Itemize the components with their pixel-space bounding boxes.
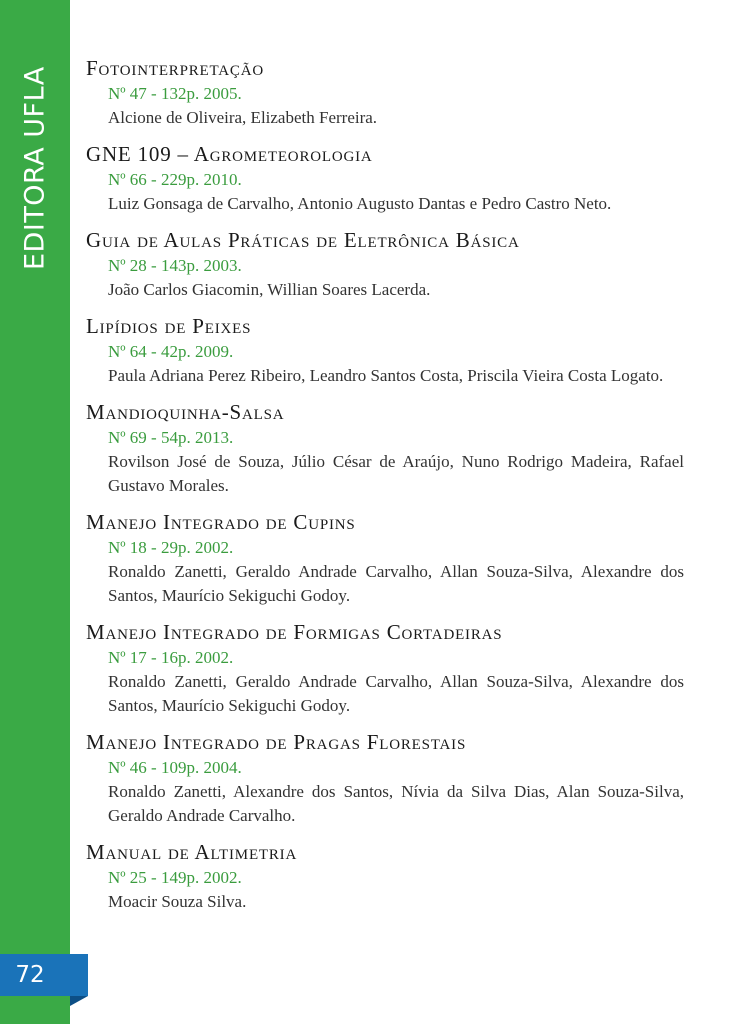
entry-authors: Moacir Souza Silva. [108, 892, 247, 911]
entry-authors: Ronaldo Zanetti, Alexandre dos Santos, Nívia da Silva Dias, Alan Souza-Silva, Geraldo Andrade Carvalho. [108, 782, 684, 825]
entry-title: Manejo Integrado de Pragas Florestais [86, 730, 467, 754]
catalog-list [86, 54, 684, 924]
entry-meta: Nº 28 - 143p. 2003. [108, 256, 242, 275]
entry-title: Mandioquinha-Salsa [86, 400, 285, 424]
page-number-badge [0, 954, 88, 996]
entry-authors: João Carlos Giacomin, Willian Soares Lacerda. [108, 280, 431, 299]
entry-meta: Nº 25 - 149p. 2002. [108, 868, 242, 887]
catalog-entry [86, 312, 684, 388]
entry-title: Manual de Altimetria [86, 840, 298, 864]
catalog-entry [86, 728, 684, 828]
catalog-entry [86, 508, 684, 608]
catalog-entry [86, 398, 684, 498]
entry-authors: Ronaldo Zanetti, Geraldo Andrade Carvalho, Allan Souza-Silva, Alexandre dos Santos, Maurício Sekiguchi Godoy. [108, 562, 684, 605]
entry-meta: Nº 46 - 109p. 2004. [108, 758, 242, 777]
entry-title: GNE 109 – Agrometeorologia [86, 142, 373, 166]
entry-title: Guia de Aulas Práticas de Eletrônica Básica [86, 228, 520, 252]
catalog-entry [86, 54, 684, 130]
entry-meta: Nº 17 - 16p. 2002. [108, 648, 234, 667]
entry-authors: Luiz Gonsaga de Carvalho, Antonio Augusto Dantas e Pedro Castro Neto. [108, 194, 612, 213]
catalog-entry [86, 838, 684, 914]
entry-authors: Paula Adriana Perez Ribeiro, Leandro Santos Costa, Priscila Vieira Costa Logato. [108, 366, 664, 385]
sidebar [0, 0, 70, 1024]
entry-title: Fotointerpretação [86, 56, 264, 80]
entry-authors: Rovilson José de Souza, Júlio César de Araújo, Nuno Rodrigo Madeira, Rafael Gustavo Morales. [108, 452, 684, 495]
entry-title: Lipídios de Peixes [86, 314, 252, 338]
page-number-fold [70, 996, 88, 1006]
entry-authors: Alcione de Oliveira, Elizabeth Ferreira. [108, 108, 378, 127]
publisher-label: EDITORA UFLA [19, 66, 51, 270]
entry-meta: Nº 18 - 29p. 2002. [108, 538, 234, 557]
catalog-entry [86, 140, 684, 216]
catalog-entry [86, 618, 684, 718]
entry-meta: Nº 66 - 229p. 2010. [108, 170, 242, 189]
entry-meta: Nº 64 - 42p. 2009. [108, 342, 234, 361]
page-number: 72 [15, 962, 45, 988]
catalog-entry [86, 226, 684, 302]
entry-meta: Nº 47 - 132p. 2005. [108, 84, 242, 103]
entry-meta: Nº 69 - 54p. 2013. [108, 428, 234, 447]
entry-title: Manejo Integrado de Formigas Cortadeiras [86, 620, 503, 644]
entry-title: Manejo Integrado de Cupins [86, 510, 356, 534]
entry-authors: Ronaldo Zanetti, Geraldo Andrade Carvalho, Allan Souza-Silva, Alexandre dos Santos, Maurício Sekiguchi Godoy. [108, 672, 684, 715]
